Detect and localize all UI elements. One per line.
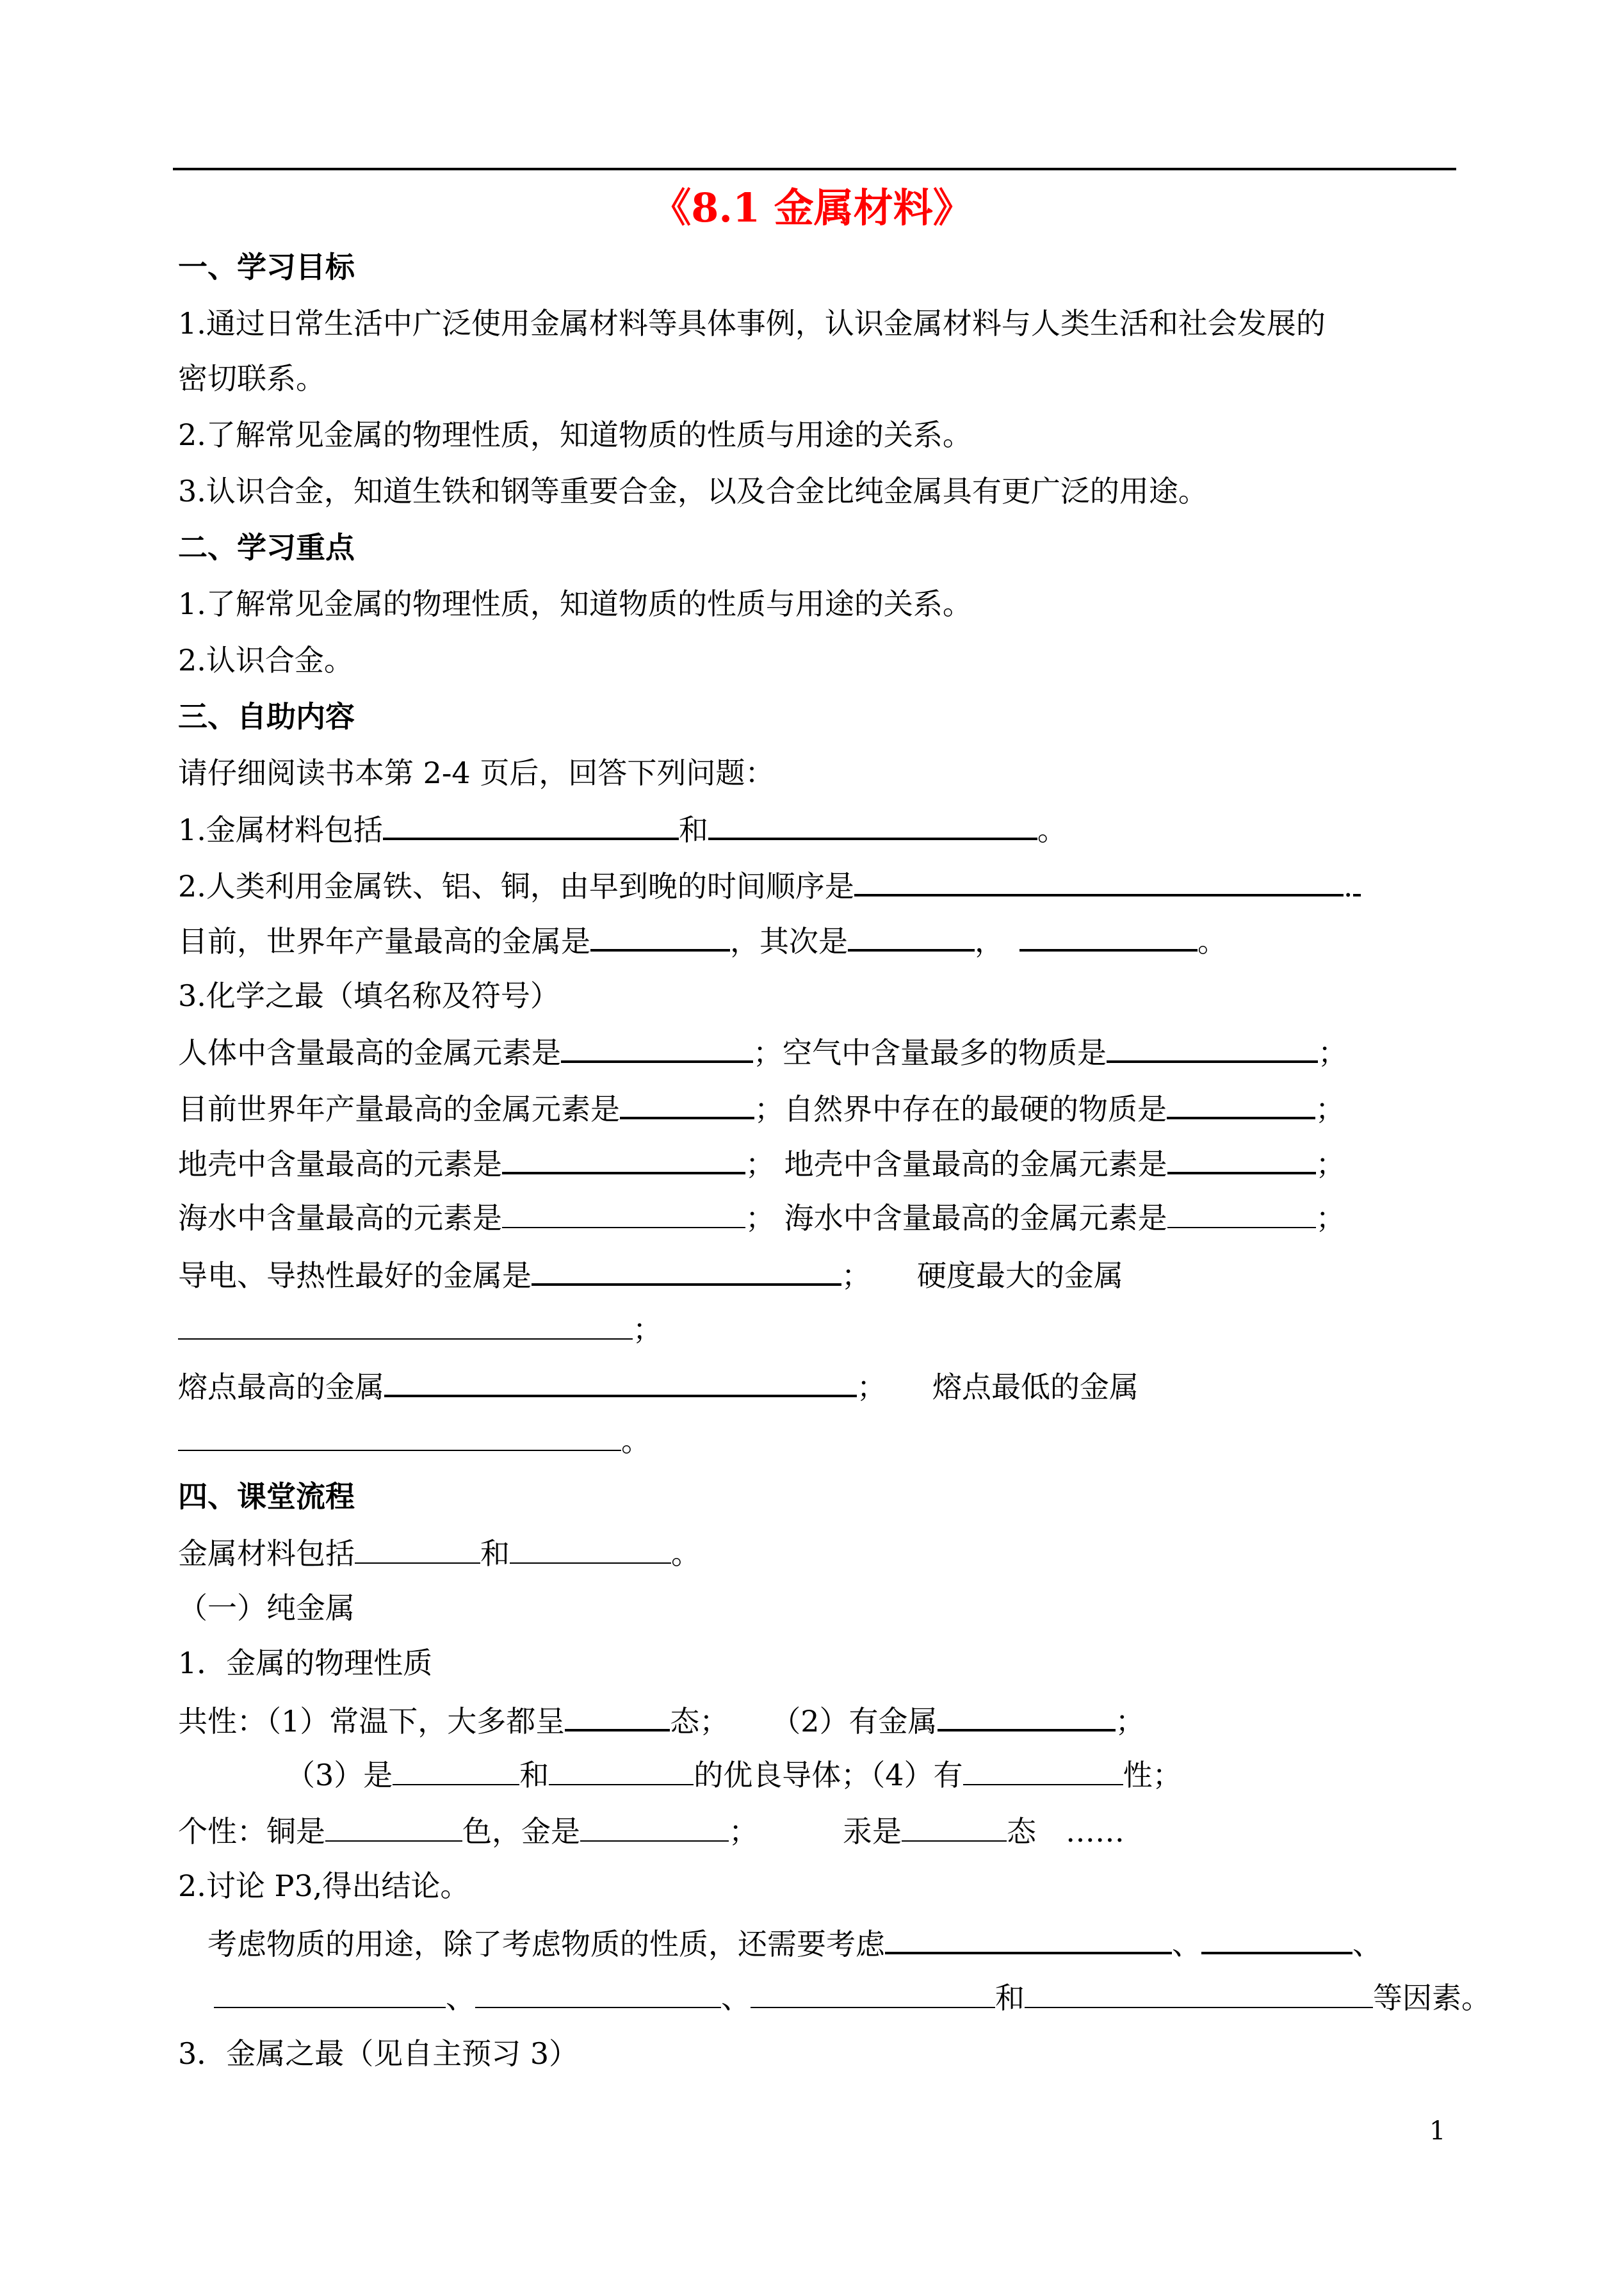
class-text: 、: [1352, 1927, 1382, 1961]
record-label: 硬度最大的金属: [917, 1258, 1123, 1293]
record-row-2: [178, 1085, 1345, 1131]
class-text: 、: [446, 1981, 475, 2015]
page-title: 《8.1 金属材料》: [651, 184, 973, 231]
answer-blank[interactable]: [384, 1363, 857, 1397]
common-properties-row-1: [178, 1697, 1145, 1744]
record-end: ；: [1315, 1092, 1345, 1126]
page-number: 1: [1429, 2116, 1446, 2146]
answer-blank[interactable]: [580, 1808, 729, 1842]
record-label: 导电、导热性最好的金属是: [178, 1258, 532, 1293]
record-row-5-line-2: [178, 1306, 662, 1352]
record-label: 人体中含量最高的金属元素是: [178, 1035, 561, 1070]
class-text: 态；: [670, 1704, 729, 1739]
answer-blank[interactable]: [1167, 1195, 1316, 1228]
record-row-5: [178, 1251, 1123, 1298]
record-row-6-line-2: [178, 1418, 651, 1463]
answer-blank[interactable]: [510, 1530, 671, 1564]
section-heading-focus: 二、学习重点: [178, 530, 355, 565]
answer-blank[interactable]: [532, 1251, 841, 1286]
question-2-line-2-end: 。: [1198, 924, 1227, 959]
goal-item-3: 3.认识合金，知道生铁和钢等重要合金，以及合金比纯金属具有更广泛的用途。: [178, 474, 1208, 508]
class-text: 、: [721, 1981, 751, 2015]
record-end: ；: [1315, 1147, 1345, 1181]
section-heading-self-study: 三、自助内容: [178, 699, 355, 734]
answer-blank[interactable]: [938, 1697, 1116, 1731]
answer-blank[interactable]: [502, 1195, 745, 1228]
consideration-row-2: [178, 1975, 1491, 2020]
self-study-intro: 请仔细阅读书本第 2-4 页后，回答下列问题：: [178, 756, 775, 790]
class-text: （2）有金属: [771, 1704, 938, 1739]
question-3-heading: 3.化学之最（填名称及符号）: [178, 978, 560, 1013]
question-2-comma: ，: [975, 924, 1004, 959]
focus-item-2: 2.认识合金。: [178, 643, 353, 677]
answer-blank[interactable]: [1167, 1085, 1315, 1119]
class-line-1: [178, 1530, 701, 1576]
class-text: ；: [729, 1814, 758, 1849]
consideration-row-1: [207, 1920, 1382, 1967]
record-label: 熔点最低的金属: [932, 1370, 1139, 1404]
header-rule: [173, 168, 1456, 170]
class-text: 和: [480, 1536, 510, 1571]
answer-blank[interactable]: [214, 1975, 446, 2008]
answer-blank: [1353, 870, 1361, 896]
question-1-and: 和: [678, 813, 708, 847]
record-row-6: [178, 1363, 1139, 1409]
answer-blank[interactable]: [549, 1752, 694, 1785]
class-text: （3）是: [286, 1758, 393, 1792]
record-row-4: [178, 1195, 1345, 1240]
record-row-1: [178, 1028, 1347, 1075]
answer-blank[interactable]: [565, 1697, 670, 1731]
metal-superlatives-item: 3．金属之最（见自主预习 3）: [178, 2036, 579, 2071]
class-text: 考虑物质的用途，除了考虑物质的性质，还需要考虑: [207, 1927, 885, 1961]
class-text: ……: [1066, 1814, 1125, 1849]
record-label: ；空气中含量最多的物质是: [753, 1035, 1107, 1070]
answer-blank[interactable]: [708, 806, 1037, 840]
goal-item-2: 2.了解常见金属的物理性质，知道物质的性质与用途的关系。: [178, 418, 972, 452]
answer-blank[interactable]: [383, 806, 679, 840]
class-text: 、: [1172, 1927, 1201, 1961]
answer-blank[interactable]: [561, 1028, 753, 1063]
question-2: [178, 862, 1361, 909]
record-label: 海水中含量最高的元素是: [178, 1201, 502, 1235]
answer-blank[interactable]: [963, 1752, 1123, 1785]
section-heading-goals: 一、学习目标: [178, 250, 355, 284]
answer-blank[interactable]: [1019, 917, 1198, 952]
question-2-line-2: [178, 917, 1227, 964]
record-label: 目前世界年产量最高的金属元素是: [178, 1092, 620, 1126]
record-label: 地壳中含量最高的元素是: [178, 1147, 502, 1181]
record-end: ；: [857, 1370, 886, 1404]
answer-blank[interactable]: [393, 1752, 519, 1785]
question-2-text-2: 目前，世界年产量最高的金属是: [178, 924, 590, 959]
question-1-end: 。: [1037, 813, 1067, 847]
answer-blank[interactable]: [902, 1808, 1007, 1842]
answer-blank[interactable]: [620, 1085, 754, 1119]
class-text: 汞是: [843, 1814, 902, 1849]
question-2-end: .: [1343, 869, 1353, 904]
answer-blank[interactable]: [1107, 1028, 1318, 1063]
answer-blank[interactable]: [502, 1140, 745, 1174]
answer-blank[interactable]: [854, 862, 1344, 896]
record-end: 。: [621, 1423, 651, 1458]
class-text: 金属材料包括: [178, 1536, 355, 1571]
answer-blank[interactable]: [885, 1920, 1172, 1954]
record-end: ；: [1315, 1201, 1345, 1235]
answer-blank[interactable]: [1167, 1140, 1316, 1174]
answer-blank[interactable]: [848, 917, 975, 952]
record-end: ；: [1318, 1035, 1347, 1070]
record-label: ； 地壳中含量最高的金属元素是: [745, 1147, 1167, 1181]
common-properties-row-2: [286, 1752, 1182, 1797]
answer-blank[interactable]: [178, 1306, 633, 1340]
record-label: ；自然界中存在的最硬的物质是: [754, 1092, 1167, 1126]
class-text: 色，金是: [462, 1814, 580, 1849]
question-2-text: 2.人类利用金属铁、铝、铜，由早到晚的时间顺序是: [178, 869, 854, 904]
answer-blank[interactable]: [178, 1418, 621, 1451]
record-label: 熔点最高的金属: [178, 1370, 384, 1404]
discussion-item: 2.讨论 P3,得出结论。: [178, 1869, 470, 1903]
goal-item-1-line-1: 1.通过日常生活中广泛使用金属材料等具体事例，认识金属材料与人类生活和社会发展的: [178, 306, 1326, 341]
class-text: ；: [1115, 1704, 1145, 1739]
section-heading-class-flow: 四、课堂流程: [178, 1479, 355, 1514]
answer-blank[interactable]: [325, 1808, 462, 1842]
record-end: ；: [841, 1258, 871, 1293]
class-text: 个性：铜是: [178, 1814, 325, 1849]
class-text: 和: [519, 1758, 549, 1792]
individual-properties-row: [178, 1808, 1125, 1854]
answer-blank[interactable]: [355, 1530, 480, 1564]
class-text: 性；: [1123, 1758, 1182, 1792]
question-1: [178, 806, 1067, 852]
class-text: 共性：（1）常温下，大多都呈: [178, 1704, 565, 1739]
answer-blank[interactable]: [590, 917, 730, 952]
question-2-second: ，其次是: [730, 924, 848, 959]
class-text: 的优良导体；（4）有: [694, 1758, 963, 1792]
subheading-physical-properties: 1．金属的物理性质: [178, 1646, 433, 1680]
class-text: 和: [995, 1981, 1025, 2015]
record-row-3: [178, 1140, 1345, 1187]
answer-blank[interactable]: [1201, 1920, 1352, 1954]
answer-blank[interactable]: [1025, 1975, 1373, 2008]
question-1-text: 1.金属材料包括: [178, 813, 383, 847]
class-text: 态: [1007, 1814, 1036, 1849]
answer-blank[interactable]: [475, 1975, 721, 2008]
subheading-pure-metal: （一）纯金属: [178, 1591, 355, 1625]
record-end: ；: [633, 1312, 662, 1347]
answer-blank[interactable]: [751, 1975, 995, 2008]
class-text: 。: [671, 1536, 701, 1571]
goal-item-1-line-2: 密切联系。: [178, 361, 325, 396]
class-text: 等因素。: [1373, 1981, 1491, 2015]
record-label: ； 海水中含量最高的金属元素是: [745, 1201, 1167, 1235]
focus-item-1: 1.了解常见金属的物理性质，知道物质的性质与用途的关系。: [178, 587, 972, 621]
